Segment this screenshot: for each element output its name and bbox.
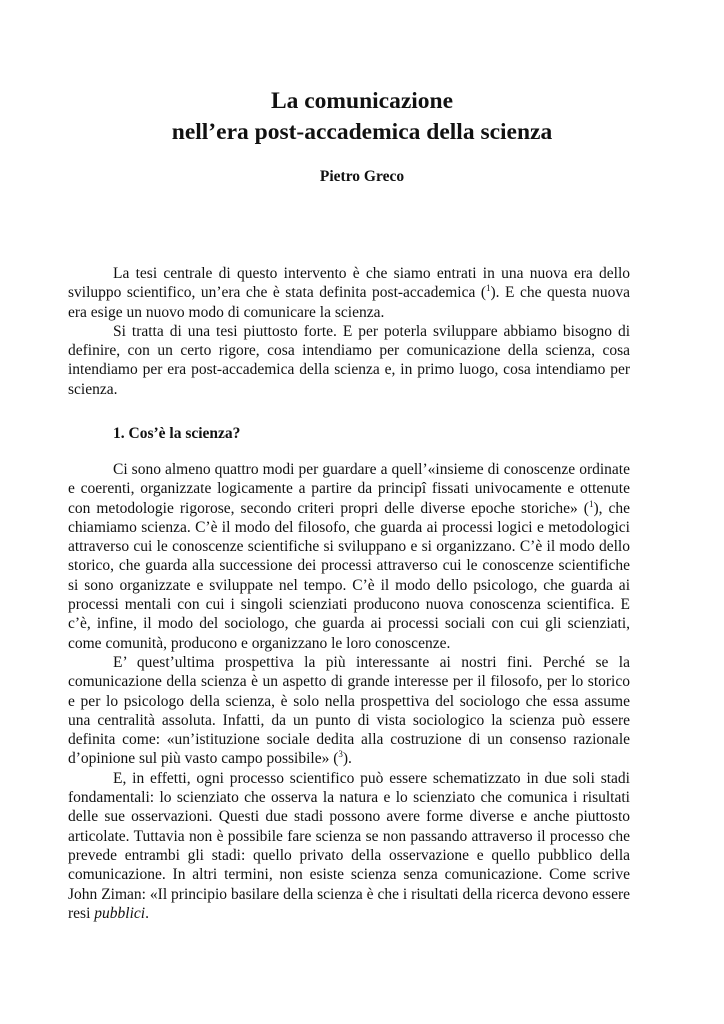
author-name: Pietro Greco <box>319 168 405 185</box>
section-paragraph-2 <box>68 653 630 769</box>
paragraph-text: Ci sono almeno quattro modi per guardare a quell’«insieme di conoscenze ordinate e coerenti, organizzate logicamente a partire da principî fissati univocamente e ottenute con metodologie rigorose, secondo criteri propri delle diverse epoche storiche» ( <box>68 461 630 517</box>
document-title <box>0 86 724 148</box>
intro-paragraph-2: Si tratta di una tesi piuttosto forte. E per poterla sviluppare abbiamo bisogno di definire, con un certo rigore, cosa intendiamo per comunicazione della scienza, cosa intendiamo per era post-accademica della scienza e, in primo luogo, cosa intendiamo per scienza. <box>68 322 630 398</box>
title-line-1: La comunicazione <box>270 88 454 114</box>
footnote-marker: 3 <box>338 749 343 760</box>
footnote-marker: 1 <box>588 498 594 509</box>
paragraph-text: . <box>145 904 149 922</box>
paragraph-text: E’ quest’ultima prospettiva la più interessante ai nostri fini. Perché se la comunicazione della scienza è un aspetto di grande interesse per il filosofo, per lo storico e per lo psicologo della scienza, è solo nella prospettiva del sociologo che essa assume una centralità assoluta. Infatti, da un punto di vista sociologico la scienza può essere definita come: «un’istituzione sociale dedita alla costruzione di un consenso razionale d’opinione sul più vasto campo possibile» ( <box>68 653 630 768</box>
paragraph-text: E, in effetti, ogni processo scientifico può essere schematizzato in due soli stadi fondamentali: lo scienziato che osserva la natura e lo scienziato che comunica i risultati delle sue osservazioni. Questi due stadi possono avere forme diverse e anche piuttosto articolate. Tuttavia non è possibile fare scienza se non passando attraverso il processo che prevede entrambi gli stadi: quello privato della osservazione e quello pubblico della comunicazione. In altri termini, non esiste scienza senza comunicazione. Come scrive John Ziman: «Il principio basilare della scienza è che i risultati della ricerca devono essere resi <box>68 769 630 922</box>
intro-section <box>68 264 630 399</box>
intro-paragraph-1 <box>68 264 630 322</box>
section-heading: 1. Cos’è la scienza? <box>113 425 241 442</box>
paragraph-text: La tesi centrale di questo intervento è che siamo entrati in una nuova era dello sviluppo scientifico, un’era che è stata definita post-accademica ( <box>68 265 630 302</box>
emphasized-word: pubblici <box>94 904 146 922</box>
section-paragraph-1 <box>68 460 630 653</box>
paragraph-text: ). <box>342 750 352 768</box>
section-paragraph-3 <box>68 769 630 923</box>
title-line-2: nell’era post-accademica della scienza <box>171 119 553 145</box>
footnote-marker: 1 <box>486 283 491 294</box>
paragraph-text: ). E che questa nuova era esige un nuovo modo di comunicare la scienza. <box>68 284 630 321</box>
section-1-body <box>68 460 630 923</box>
paragraph-text: ), che chiamiamo scienza. C’è il modo del filosofo, che guarda ai processi logici e metodologici attraverso cui le conoscenze scientifiche si sviluppano e si organizzano. C’è il modo dello storico, che guarda alla successione dei processi attraverso cui le conoscenze scientifiche si sono organizzate e sviluppate nel tempo. C’è il modo dello psicologo, che guarda ai processi mentali con cui i singoli scienziati producono nuova conoscenza scientifica. E c’è, infine, il modo del sociologo, che guarda ai processi sociali con cui gli scienziati, come comunità, producono e organizzano le loro conoscenze. <box>68 499 630 652</box>
